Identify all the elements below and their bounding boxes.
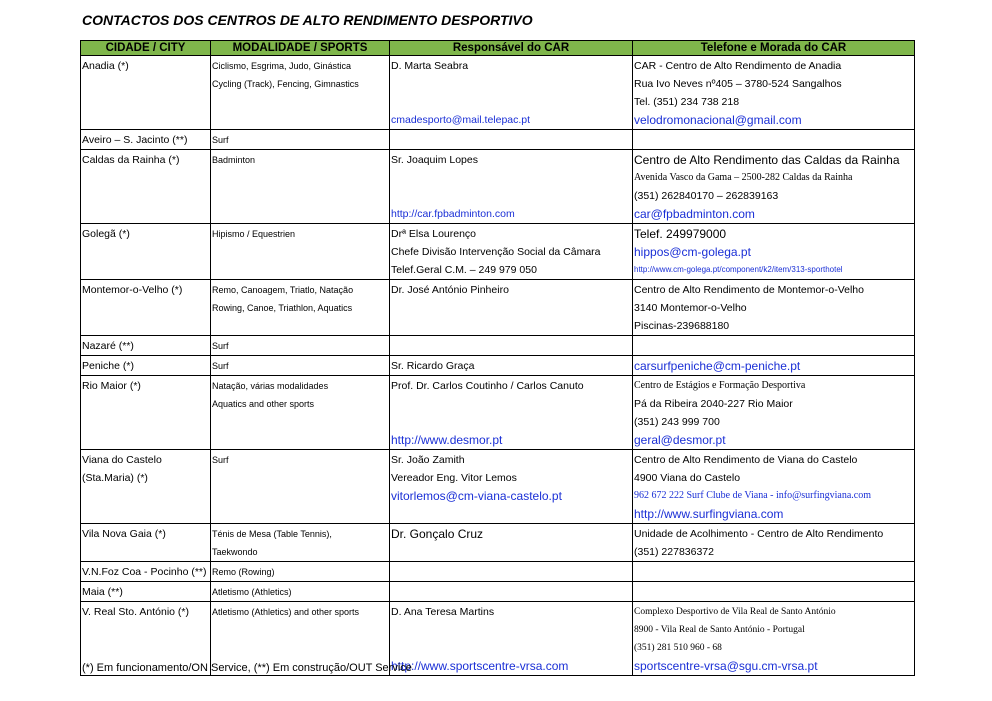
contact-line[interactable]: hippos@cm-golega.pt xyxy=(634,245,751,259)
sports-line: Ténis de Mesa (Table Tennis), xyxy=(212,529,332,539)
cell-resp xyxy=(390,130,633,150)
cell-city xyxy=(81,150,211,224)
cell-contact xyxy=(633,280,915,336)
cell-sports xyxy=(211,562,390,582)
contact-line: Complexo Desportivo de Vila Real de Santo António xyxy=(634,607,836,617)
table-row xyxy=(81,376,915,450)
resp-line: Dr. Gonçalo Cruz xyxy=(391,527,484,541)
sports-line: Surf xyxy=(212,361,229,371)
contact-line: Piscinas-239688180 xyxy=(634,320,730,332)
resp-line xyxy=(391,639,630,657)
city-line: Aveiro – S. Jacinto (**) xyxy=(82,134,188,146)
contact-line[interactable]: car@fpbadminton.com xyxy=(634,207,755,221)
sports-line: Atletismo (Athletics) xyxy=(212,587,292,597)
city-line: Maia (**) xyxy=(82,586,123,598)
cell-contact xyxy=(633,356,915,376)
cell-sports xyxy=(211,130,390,150)
sports-line: Aquatics and other sports xyxy=(212,399,315,409)
cell-contact xyxy=(633,562,915,582)
contacts-table xyxy=(80,40,915,676)
resp-line[interactable]: cmadesporto@mail.telepac.pt xyxy=(391,114,531,126)
cell-sports xyxy=(211,150,390,224)
cell-sports xyxy=(211,376,390,450)
resp-line xyxy=(391,583,630,601)
contact-line: Unidade de Acolhimento - Centro de Alto Rendimento xyxy=(634,528,884,540)
contact-line: 3140 Montemor-o-Velho xyxy=(634,302,747,314)
cell-sports xyxy=(211,280,390,336)
resp-line[interactable]: vitorlemos@cm-viana-castelo.pt xyxy=(391,489,562,503)
document-title: CONTACTOS DOS CENTROS DE ALTO RENDIMENTO DESPORTIVO xyxy=(82,12,533,28)
resp-line[interactable]: http://car.fpbadminton.com xyxy=(391,208,515,220)
resp-line: Vereador Eng. Vitor Lemos xyxy=(391,472,517,484)
resp-line xyxy=(391,413,630,431)
contact-line: Pá da Ribeira 2040-227 Rio Maior xyxy=(634,398,793,410)
cell-resp xyxy=(390,524,633,562)
table-row xyxy=(81,130,915,150)
contact-line: Tel. (351) 234 738 218 xyxy=(634,96,740,108)
city-line: V.N.Foz Coa - Pocinho (**) xyxy=(82,566,207,578)
contact-line xyxy=(634,563,912,581)
cell-city xyxy=(81,562,211,582)
cell-contact xyxy=(633,336,915,356)
sports-line: Hipismo / Equestrien xyxy=(212,229,296,239)
cell-resp xyxy=(390,582,633,602)
table-row xyxy=(81,524,915,562)
contact-line xyxy=(634,337,912,355)
header-sports: MODALIDADE / SPORTS xyxy=(211,41,390,56)
sports-line: Ciclismo, Esgrima, Judo, Ginástica xyxy=(212,61,352,71)
resp-line xyxy=(391,169,630,187)
cell-resp xyxy=(390,56,633,130)
cell-contact xyxy=(633,130,915,150)
contact-line[interactable]: geral@desmor.pt xyxy=(634,433,726,447)
table-row xyxy=(81,224,915,280)
contact-line: 4900 Viana do Castelo xyxy=(634,472,741,484)
cell-city xyxy=(81,280,211,336)
city-line: Peniche (*) xyxy=(82,360,134,372)
contact-line[interactable]: carsurfpeniche@cm-peniche.pt xyxy=(634,359,801,373)
cell-city xyxy=(81,130,211,150)
contact-line[interactable]: 962 672 222 Surf Clube de Viana - info@surfingviana.com xyxy=(634,490,871,501)
cell-city xyxy=(81,356,211,376)
sports-line: Surf xyxy=(212,135,229,145)
cell-sports xyxy=(211,582,390,602)
resp-line: Drª Elsa Lourenço xyxy=(391,228,477,240)
cell-city xyxy=(81,376,211,450)
table-row xyxy=(81,356,915,376)
header-responsible: Responsável do CAR xyxy=(390,41,633,56)
resp-line xyxy=(391,395,630,413)
cell-resp xyxy=(390,336,633,356)
resp-line xyxy=(391,187,630,205)
city-line: (Sta.Maria) (*) xyxy=(82,472,148,484)
sports-line: Badminton xyxy=(212,155,256,165)
resp-line xyxy=(391,621,630,639)
resp-line xyxy=(391,93,630,111)
contact-line: CAR - Centro de Alto Rendimento de Anadia xyxy=(634,60,842,72)
resp-line: Telef.Geral C.M. – 249 979 050 xyxy=(391,264,537,276)
resp-line: Sr. Ricardo Graça xyxy=(391,360,475,372)
contact-line[interactable]: http://www.surfingviana.com xyxy=(634,507,784,521)
contact-line: (351) 281 510 960 - 68 xyxy=(634,643,722,653)
resp-line: D. Ana Teresa Martins xyxy=(391,606,495,618)
table-row xyxy=(81,450,915,524)
contact-line: Telef. 249979000 xyxy=(634,227,727,241)
cell-resp xyxy=(390,450,633,524)
resp-line xyxy=(391,337,630,355)
cell-sports xyxy=(211,356,390,376)
table-row xyxy=(81,150,915,224)
contact-line: (351) 227836372 xyxy=(634,546,714,558)
resp-line[interactable]: http://www.sportscentre-vrsa.com xyxy=(391,659,569,673)
cell-sports xyxy=(211,450,390,524)
contact-line: Centro de Alto Rendimento das Caldas da Rainha xyxy=(634,153,900,167)
cell-resp xyxy=(390,280,633,336)
cell-city xyxy=(81,450,211,524)
cell-contact xyxy=(633,524,915,562)
cell-city xyxy=(81,224,211,280)
contact-line xyxy=(634,131,912,149)
cell-contact xyxy=(633,56,915,130)
resp-line: Dr. José António Pinheiro xyxy=(391,284,509,296)
header-contact: Telefone e Morada do CAR xyxy=(633,41,915,56)
contact-line: Centro de Alto Rendimento de Montemor-o-Velho xyxy=(634,284,864,296)
cell-contact xyxy=(633,602,915,676)
contact-line: Centro de Alto Rendimento de Viana do Castelo xyxy=(634,454,858,466)
sports-line: Natação, várias modalidades xyxy=(212,381,329,391)
resp-line: Prof. Dr. Carlos Coutinho / Carlos Canuto xyxy=(391,380,584,392)
sports-line: Surf xyxy=(212,455,229,465)
cell-contact xyxy=(633,450,915,524)
cell-city xyxy=(81,56,211,130)
city-line: Viana do Castelo xyxy=(82,454,162,466)
cell-sports xyxy=(211,524,390,562)
table-row xyxy=(81,280,915,336)
cell-contact xyxy=(633,150,915,224)
resp-line: Sr. João Zamith xyxy=(391,454,465,466)
sports-line: Remo (Rowing) xyxy=(212,567,275,577)
resp-line: D. Marta Seabra xyxy=(391,60,469,72)
cell-city xyxy=(81,582,211,602)
cell-resp xyxy=(390,376,633,450)
city-line: V. Real Sto. António (*) xyxy=(82,606,190,618)
sports-line: Cycling (Track), Fencing, Gimnastics xyxy=(212,79,359,89)
cell-resp xyxy=(390,562,633,582)
cell-resp xyxy=(390,356,633,376)
contact-line: Avenida Vasco da Gama – 2500-282 Caldas da Rainha xyxy=(634,172,853,183)
cell-sports xyxy=(211,224,390,280)
cell-sports xyxy=(211,336,390,356)
cell-city xyxy=(81,336,211,356)
resp-line: Sr. Joaquim Lopes xyxy=(391,154,478,166)
table-row xyxy=(81,562,915,582)
resp-line xyxy=(391,75,630,93)
contact-line: Rua Ivo Neves nº405 – 3780-524 Sangalhos xyxy=(634,78,842,90)
contact-line[interactable]: velodromonacional@gmail.com xyxy=(634,113,802,127)
city-line: Vila Nova Gaia (*) xyxy=(82,528,166,540)
cell-city xyxy=(81,524,211,562)
resp-line[interactable]: http://www.desmor.pt xyxy=(391,433,503,447)
header-city: CIDADE / CITY xyxy=(81,41,211,56)
city-line: Caldas da Rainha (*) xyxy=(82,154,180,166)
sports-line: Taekwondo xyxy=(212,547,258,557)
table-row xyxy=(81,56,915,130)
table-row xyxy=(81,582,915,602)
sports-line: Rowing, Canoe, Triathlon, Aquatics xyxy=(212,303,353,313)
contact-line: 8900 - Vila Real de Santo António - Portugal xyxy=(634,625,805,635)
contact-line[interactable]: http://www.cm-golega.pt/component/k2/item/313-sporthotel xyxy=(634,265,843,274)
contact-line[interactable]: sportscentre-vrsa@sgu.cm-vrsa.pt xyxy=(634,659,818,673)
table-row xyxy=(81,336,915,356)
contact-line: (351) 243 999 700 xyxy=(634,416,720,428)
footnote: (*) Em funcionamento/ON Service, (**) Em construção/OUT Service xyxy=(82,662,412,674)
city-line: Rio Maior (*) xyxy=(82,380,141,392)
resp-line xyxy=(391,563,630,581)
cell-contact xyxy=(633,224,915,280)
cell-resp xyxy=(390,602,633,676)
sports-line: Atletismo (Athletics) and other sports xyxy=(212,607,360,617)
resp-line: Chefe Divisão Intervenção Social da Câmara xyxy=(391,246,601,258)
cell-contact xyxy=(633,582,915,602)
contact-line: Centro de Estágios e Formação Desportiva xyxy=(634,380,806,391)
cell-resp xyxy=(390,224,633,280)
contact-line xyxy=(634,583,912,601)
cell-contact xyxy=(633,376,915,450)
cell-resp xyxy=(390,150,633,224)
city-line: Anadia (*) xyxy=(82,60,129,72)
city-line: Golegã (*) xyxy=(82,228,130,240)
sports-line: Remo, Canoagem, Triatlo, Natação xyxy=(212,285,354,295)
city-line: Nazaré (**) xyxy=(82,340,134,352)
sports-line: Surf xyxy=(212,341,229,351)
contact-line: (351) 262840170 – 262839163 xyxy=(634,190,779,202)
resp-line xyxy=(391,131,630,149)
table-header-row xyxy=(81,41,915,56)
city-line: Montemor-o-Velho (*) xyxy=(82,284,183,296)
cell-sports xyxy=(211,56,390,130)
